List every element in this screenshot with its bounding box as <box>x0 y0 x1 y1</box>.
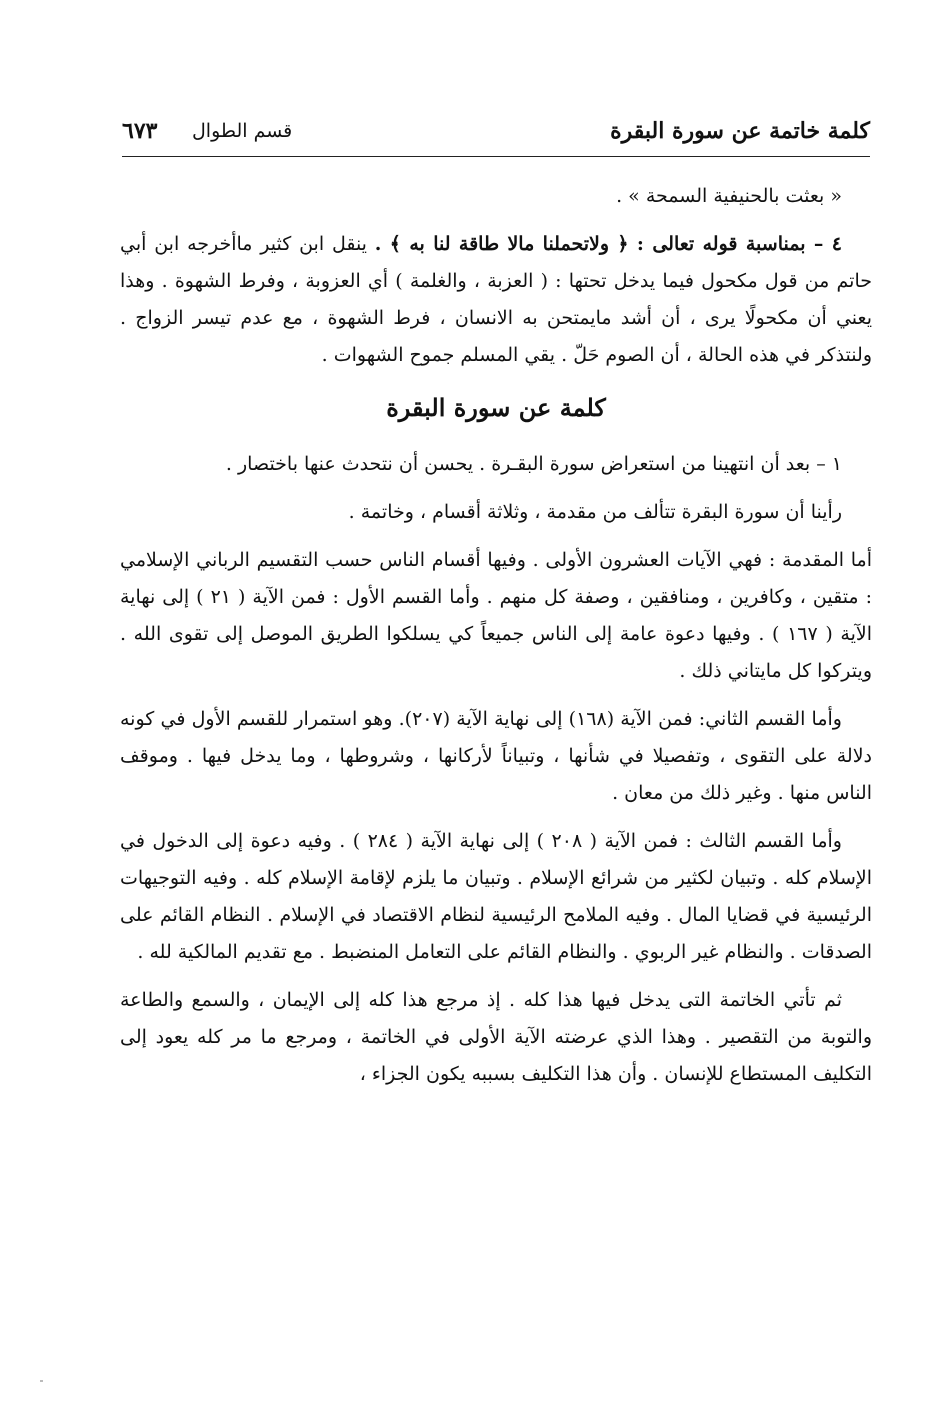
section-heading: كلمة عن سورة البقرة <box>386 393 606 422</box>
paragraph-third-part: وأما القسم الثالث : فمن الآية ( ٢٠٨ ) إلى نهاية الآية ( ٢٨٤ ) . وفيه دعوة إلى الدخول في الإسلام كله . وتبيان لكثير من شرائع الإسلام . وتبيان ما يلزم لإقامة الإسلام كله . وفيه التوجيهات الرئيسية في قضايا المال . وفيه الملامح الرئيسية لنظام الاقتصاد في الإسلام . النظام القائم على الصدقات . والنظام غير الربوي . والنظام القائم على التعامل المنضبط . مع تقديم المالكية لله . <box>120 830 872 963</box>
paragraph-conclusion: ثم تأتي الخاتمة التى يدخل فيها هذا كله . إذ مرجع هذا كله إلى الإيمان ، والسمع والطاعة والتوبة من التقصير . وهذا الذي عرضته الآية الأولى في الخاتمة ، ومرجع ما مر كله يعود إلى التكليف المستطاع للإنسان . وأن هذا التكليف بسببه يكون الجزاء ، <box>120 989 872 1085</box>
page-number: ٦٧٣ <box>122 118 158 144</box>
running-title: كلمة خاتمة عن سورة البقرة <box>610 118 870 144</box>
paragraph-hadith-quote: « بعثت بالحنيفية السمحة » . <box>616 185 842 207</box>
section-name: قسم الطوال <box>192 120 293 142</box>
point-4-text: ينقل ابن كثير ماأخرجه ابن أبي حاتم من قول مكحول فيما يدخل تحتها : ( العزبة ، والغلمة ) أي العزوبة ، وفرط الشهوة . وهذا يعني أن مكحولًا يرى ، أن أشد مايمتحن به الانسان ، فرط الشهوة ، مع عدم تيسر الزواج . ولنتذكر في هذه الحالة ، أن الصوم حَلّ . يقي المسلم جموح الشهوات . <box>120 233 872 366</box>
page-header <box>122 112 870 157</box>
paragraph-second-part: وأما القسم الثاني: فمن الآية (١٦٨) إلى نهاية الآية (٢٠٧). وهو استمرار للقسم الأول في كونه دلالة على التقوى ، وتفصيلا في شأنها ، وتبياناً لأركانها ، وشروطها ، وما يدخل فيها . وموقف الناس منها . وغير ذلك من معان . <box>120 708 872 804</box>
scan-speck <box>40 1380 43 1382</box>
paragraph-point-1: ١ – بعد أن انتهينا من استعراض سورة البقـرة . يحسن أن نتحدث عنها باختصار . <box>225 453 842 475</box>
paragraph-structure: رأينا أن سورة البقرة تتألف من مقدمة ، وثلاثة أقسام ، وخاتمة . <box>348 501 842 523</box>
page-body <box>120 178 872 1104</box>
paragraph-point-4 <box>120 226 872 374</box>
paragraph-introduction: أما المقدمة : فهي الآيات العشرون الأولى . وفيها أقسام الناس حسب التقسيم الرباني الإسلامي : متقين ، وكافرين ، ومنافقين ، وصفة كل منهم . وأما القسم الأول : فمن الآية ( ٢١ ) إلى نهاية الآية ( ١٦٧ ) . وفيها دعوة عامة إلى الناس جميعاً كي يسلكوا الطريق الموصل إلى تقوى الله . ويتركوا كل مايتاني ذلك . <box>120 549 872 682</box>
point-4-lead: ٤ – بمناسبة قوله تعالى : ﴿ ولاتحملنا مالا طاقة لنا به ﴾ . <box>374 233 842 255</box>
